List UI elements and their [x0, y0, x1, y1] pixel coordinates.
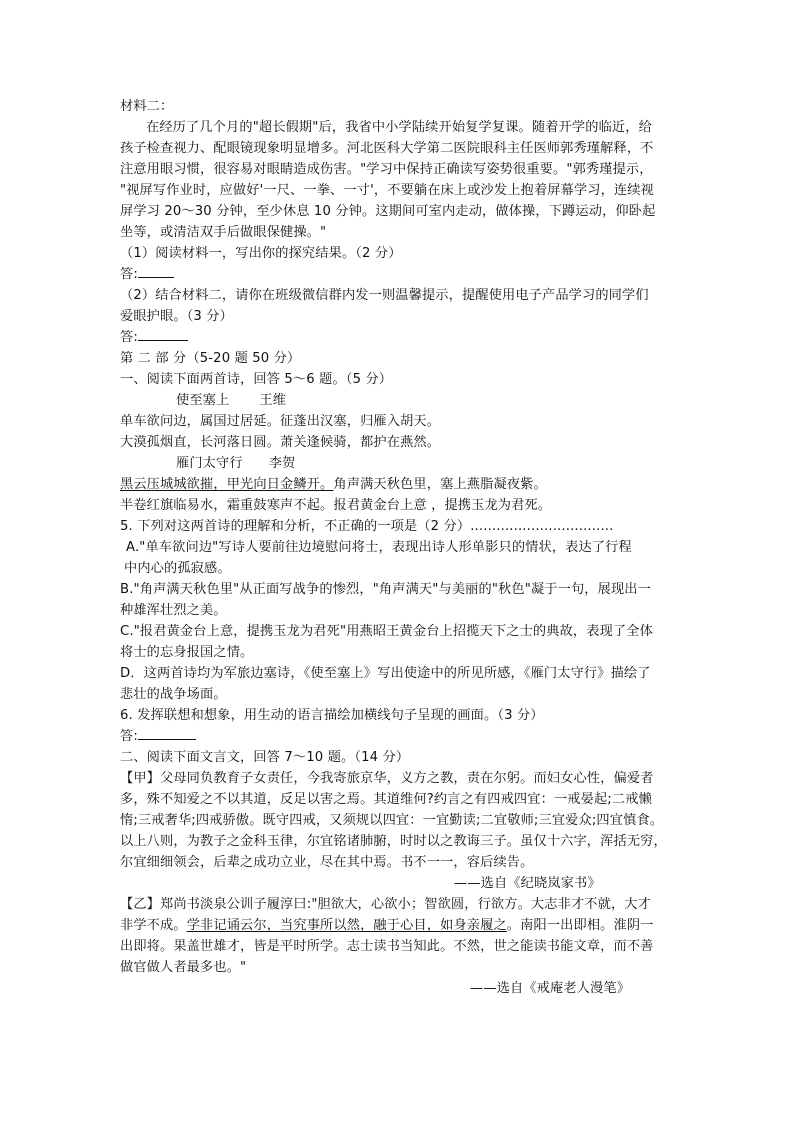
passage-yi-line-2-post: 。南阳一出即相。淮阴一	[506, 918, 654, 933]
passage-yi-source: ——选自《戒庵老人漫笔》	[470, 981, 631, 996]
passage-yi-line-4: 做官做人者最多也。"	[120, 960, 247, 975]
poem1-title-line	[176, 390, 286, 411]
poem2-author: 李贺	[268, 456, 296, 471]
passage-jia-line-2: 多，殊不知爱之不以其道，反足以害之焉。其道维何?约言之有四戒四宜：一戒晏起;二戒懒	[120, 792, 652, 807]
answer-2	[120, 327, 188, 348]
material2-line-1: 在经历了几个月的"超长假期"后，我省中小学陆续开始复学复课。随着开学的临近，给	[146, 120, 652, 135]
answer-6-blank[interactable]	[138, 726, 196, 740]
passage-yi-line-3: 出即将。果盖世雄才，皆是平时所学。志士读书当知此。不然，世之能读书能文章，而不善	[120, 939, 654, 954]
answer-1	[120, 264, 174, 285]
section1-instruction: 一、阅读下面两首诗，回答 5～6 题。（5 分）	[120, 372, 393, 387]
q5-option-c-line-2: 将士的忘身报国之情。	[120, 645, 254, 660]
answer-6	[120, 726, 196, 747]
material2-line-5: 屏学习 20～30 分钟，至少休息 10 分钟。这期间可室内走动，做体操，下蹲运动，仰卧起	[120, 204, 656, 219]
poem1-line-2: 大漠孤烟直，长河落日圆。萧关逢候骑，都护在燕然。	[120, 435, 441, 450]
poem2-underlined-line: 黑云压城城欲摧，甲光向日金鳞开。	[120, 477, 334, 492]
passage-jia-source: ——选自《纪晓岚家书》	[454, 876, 601, 891]
passage-yi-line-2	[120, 915, 654, 936]
q5-option-c-line-1: C."报君黄金台上意，提携玉龙为君死"用燕昭王黄金台上招揽天下之士的典故，表现了全体	[120, 624, 653, 639]
poem1-title: 使至塞上	[176, 393, 230, 408]
part2-heading: 第 二 部 分（5-20 题 50 分）	[120, 351, 301, 366]
passage-jia-line-1: 【甲】父母同负教育子女责任，今我寄旅京华，义方之教，责在尔躬。而妇女心性，偏爱者	[120, 771, 654, 786]
question-1: （1）阅读材料一，写出你的探究结果。（2 分）	[120, 246, 402, 261]
answer-6-label: 答:	[120, 729, 138, 744]
passage-yi-line-1: 【乙】郑尚书淡泉公训子履淳曰:"胆欲大，心欲小；智欲圆，行欲方。大志非才不就，大才	[120, 897, 651, 912]
passage-jia-line-3: 惰;三戒奢华;四戒骄傲。既守四戒，又须规以四宜：一宜勤读;二宜敬师;三宜爱众;四宜慎食。	[120, 813, 664, 828]
answer-1-blank[interactable]	[138, 264, 174, 278]
q5-option-d-line-1: D．这两首诗均为军旅边塞诗，《使至塞上》写出使途中的所见所感，《雁门太守行》描绘了	[120, 666, 651, 681]
poem2-line-1	[120, 474, 547, 495]
poem1-author: 王维	[259, 393, 287, 408]
q5-option-a-line-1: A."单车欲问边"写诗人要前往边境慰问将士，表现出诗人形单影只的情状，表达了行程	[126, 540, 632, 555]
q5-option-b-line-2: 种雄浑壮烈之美。	[120, 603, 227, 618]
answer-2-blank[interactable]	[138, 327, 188, 341]
passage-jia-line-4: 以上八则，为教子之金科玉律，尔宜铭诸肺腑，时时以之教诲三子。虽仅十六字，浑括无穷，	[120, 834, 667, 849]
answer-1-label: 答:	[120, 267, 138, 282]
material2-line-2: 孩子检查视力、配眼镜现象明显增多。河北医科大学第二医院眼科主任医师郭秀瑾解释，不	[120, 141, 654, 156]
answer-2-label: 答:	[120, 330, 138, 345]
poem2-title-line	[176, 453, 295, 474]
material2-line-4: "视屏写作业时，应做好'一尺、一拳、一寸'，不要躺在床上或沙发上抱着屏幕学习，连续视	[120, 183, 654, 198]
question-5: 5. 下列对这两首诗的理解和分析，不正确的一项是（2 分）.................................	[120, 519, 614, 534]
question-2-line-2: 爱眼护眼。（3 分）	[120, 309, 233, 324]
poem1-line-1: 单车欲问边，属国过居延。征蓬出汉塞，归雁入胡天。	[120, 414, 441, 429]
q5-option-b-line-1: B."角声满天秋色里"从正面写战争的惨烈，"角声满天"与美丽的"秋色"凝于一句，展现出一	[120, 582, 651, 597]
passage-jia-line-5: 尔宜细细领会，后辈之成功立业，尽在其中焉。书不一一，容后续告。	[120, 855, 534, 870]
material2-heading: 材料二：	[120, 99, 174, 114]
question-2-line-1: （2）结合材料二，请你在班级微信群内发一则温馨提示，提醒使用电子产品学习的同学们	[120, 288, 649, 303]
material2-line-3: 注意用眼习惯，很容易对眼睛造成伤害。"学习中保持正确读写姿势很重要。"郭秀瑾提示，	[120, 162, 653, 177]
poem2-line-1-rest: 角声满天秋色里，塞上燕脂凝夜紫。	[333, 477, 547, 492]
question-6: 6. 发挥联想和想象，用生动的语言描绘加横线句子呈现的画面。（3 分）	[120, 708, 544, 723]
poem2-line-2: 半卷红旗临易水，霜重鼓寒声不起。报君黄金台上意 ，提携玉龙为君死。	[120, 498, 552, 513]
q5-option-d-line-2: 悲壮的战争场面。	[120, 687, 227, 702]
passage-yi-underlined-1: 学非记诵云尔，当究事所以然，	[186, 918, 374, 933]
passage-yi-underlined-2: 融于心目，如身亲履之	[373, 918, 507, 933]
section2-instruction: 二、阅读下面文言文，回答 7～10 题。（14 分）	[120, 750, 410, 765]
q5-option-a-line-2: 中内心的孤寂感。	[124, 561, 231, 576]
passage-yi-line-2-pre: 非学不成。	[120, 918, 187, 933]
material2-line-6: 坐等，或清洁双手后做眼保健操。"	[120, 225, 327, 240]
poem2-title: 雁门太守行	[176, 456, 243, 471]
